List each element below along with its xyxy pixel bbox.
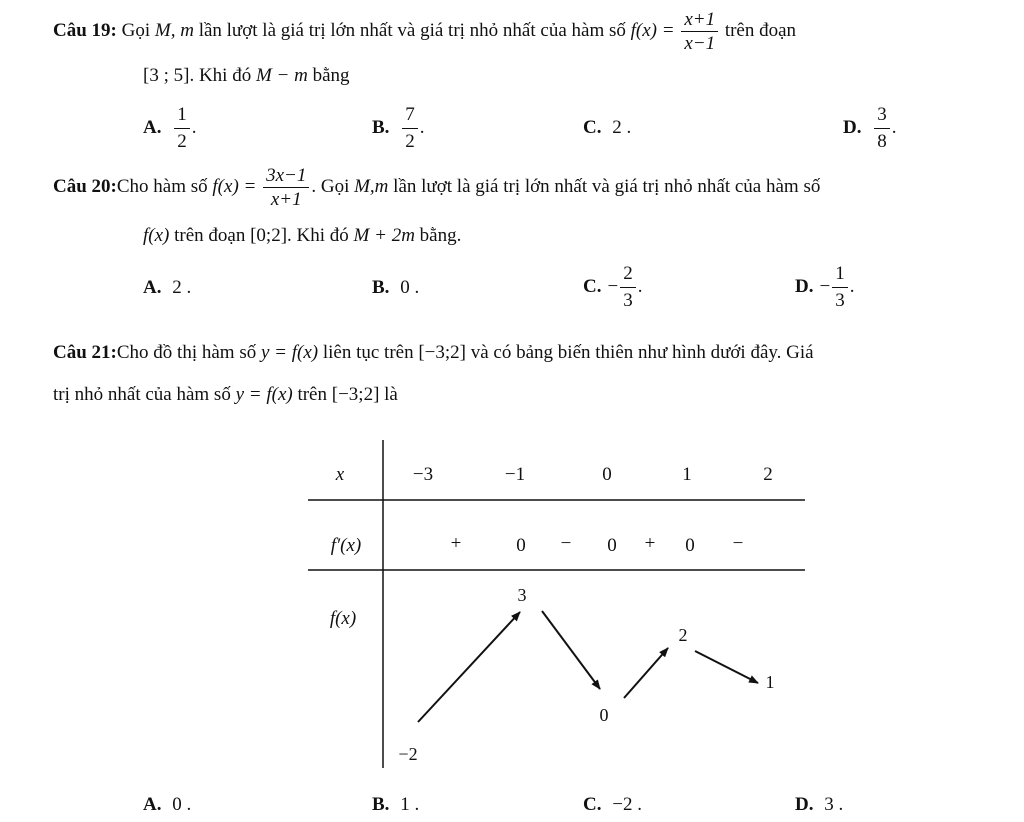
table-f-value: −2 bbox=[398, 744, 418, 764]
q20-vars: M,m bbox=[354, 175, 389, 197]
q19-text2: lần lượt là giá trị lớn nhất và giá trị nhỏ nhất của hàm số bbox=[198, 19, 626, 41]
table-f-value: 0 bbox=[599, 705, 609, 725]
q19-option-b-num: 7 bbox=[402, 104, 418, 129]
q21-option-c[interactable] bbox=[583, 794, 642, 816]
q19-interval: [3 ; 5] bbox=[143, 65, 190, 86]
q21-interval2: [−3;2] bbox=[331, 384, 380, 405]
q21-label: Câu 21: bbox=[53, 342, 117, 363]
table-f-value: 2 bbox=[678, 625, 688, 645]
q19-vars: M, m bbox=[154, 19, 194, 41]
q21-text1: Cho đồ thị hàm số bbox=[116, 342, 257, 363]
q20-option-c-num: 2 bbox=[620, 263, 636, 288]
q21-option-a[interactable] bbox=[143, 794, 191, 816]
q20-option-c-tail: . bbox=[637, 275, 643, 297]
arrow-up-icon bbox=[624, 648, 668, 698]
q21-option-a-value: 0 . bbox=[172, 794, 192, 815]
q21-option-b-label: B. bbox=[372, 794, 390, 815]
q20-option-d-den: 3 bbox=[835, 290, 845, 311]
q21-func2: y = f(x) bbox=[235, 384, 293, 405]
q21-option-d[interactable] bbox=[795, 794, 843, 816]
q20-text3: lần lượt là giá trị lớn nhất và giá trị nhỏ nhất của hàm số bbox=[393, 175, 821, 197]
q19-text4: . Khi đó bbox=[189, 65, 252, 86]
q20-option-a-label: A. bbox=[143, 277, 162, 298]
q19-denominator: x−1 bbox=[684, 33, 716, 54]
q19-expr: M − m bbox=[255, 65, 308, 86]
q20-func: f(x) = bbox=[212, 175, 257, 197]
table-f-label: f(x) bbox=[329, 608, 357, 629]
table-x-value: −1 bbox=[504, 464, 526, 485]
arrow-down-icon bbox=[695, 651, 758, 683]
q20-option-c-sign: − bbox=[607, 275, 619, 297]
q20-option-d-tail: . bbox=[849, 275, 855, 297]
q20-numerator: 3x−1 bbox=[263, 166, 309, 188]
q20-text2: . Gọi bbox=[311, 175, 350, 197]
q19-option-a-den: 2 bbox=[177, 131, 187, 152]
table-fprime-label: f′(x) bbox=[330, 535, 362, 556]
q19-option-d-den: 8 bbox=[877, 131, 887, 152]
q20-text5: . Khi đó bbox=[287, 225, 349, 246]
q20-label: Câu 20: bbox=[53, 175, 117, 197]
q20-func2: f(x) bbox=[143, 225, 170, 246]
q19-option-c-value: 2 . bbox=[612, 117, 632, 138]
q20-interval: [0;2] bbox=[250, 225, 288, 246]
table-sign: + bbox=[644, 533, 656, 554]
table-sign: − bbox=[560, 533, 572, 554]
q21-option-a-label: A. bbox=[143, 794, 162, 815]
q20-option-b-label: B. bbox=[372, 277, 390, 298]
q19-text3: trên đoạn bbox=[724, 19, 797, 41]
table-x-value: 0 bbox=[602, 464, 612, 485]
table-sign: + bbox=[450, 533, 462, 554]
q20-option-d-label: D. bbox=[795, 275, 814, 297]
q19-option-a-tail: . bbox=[191, 116, 197, 138]
q21-option-c-value: −2 . bbox=[612, 794, 642, 815]
q19-text5: bằng bbox=[312, 65, 350, 86]
q19-label: Câu 19: bbox=[53, 19, 117, 41]
q19-option-c-label: C. bbox=[583, 117, 602, 138]
q21-text6: là bbox=[384, 384, 398, 405]
q19-option-b-den: 2 bbox=[405, 131, 415, 152]
q19-option-a-num: 1 bbox=[174, 104, 190, 129]
q19-option-b-label: B. bbox=[372, 116, 390, 138]
q19-option-a-label: A. bbox=[143, 116, 162, 138]
q21-text5: trên bbox=[297, 384, 327, 405]
table-sign: 0 bbox=[685, 535, 695, 556]
q21-option-d-label: D. bbox=[795, 794, 814, 815]
q20-option-c-label: C. bbox=[583, 275, 602, 297]
q21-func: y = f(x) bbox=[260, 342, 319, 363]
table-f-value: 1 bbox=[765, 672, 775, 692]
table-sign: 0 bbox=[607, 535, 617, 556]
table-f-value: 3 bbox=[517, 585, 527, 605]
arrow-up-icon bbox=[418, 612, 520, 722]
q21-text2: liên tục trên bbox=[322, 342, 414, 363]
q19-option-d-label: D. bbox=[843, 116, 862, 138]
q20-denominator: x+1 bbox=[270, 189, 302, 210]
q21-option-c-label: C. bbox=[583, 794, 602, 815]
q19-option-d-num: 3 bbox=[874, 104, 890, 129]
arrow-down-icon bbox=[542, 611, 600, 689]
q20-option-a-value: 2 . bbox=[172, 277, 192, 298]
q20-option-b-value: 0 . bbox=[400, 277, 420, 298]
q20-option-d-num: 1 bbox=[832, 263, 848, 288]
table-x-value: −3 bbox=[412, 464, 434, 485]
q19-option-d-tail: . bbox=[891, 116, 897, 138]
q21-interval: [−3;2] bbox=[418, 342, 466, 363]
table-sign: − bbox=[732, 533, 744, 554]
q21-option-d-value: 3 . bbox=[824, 794, 844, 815]
q20-text1: Cho hàm số bbox=[116, 175, 208, 197]
q20-expr: M + 2m bbox=[353, 225, 415, 246]
q19-numerator: x+1 bbox=[681, 10, 718, 32]
q21-text3: và có bảng biến thiên như hình dưới đây. Giá bbox=[470, 342, 814, 363]
q20-option-c-den: 3 bbox=[623, 290, 633, 311]
table-x-label: x bbox=[335, 464, 345, 485]
q21-text4: trị nhỏ nhất của hàm số bbox=[53, 384, 231, 405]
q19-text1: Gọi bbox=[121, 19, 151, 41]
table-x-value: 1 bbox=[682, 464, 692, 485]
table-x-value: 2 bbox=[763, 464, 773, 485]
q21-option-b[interactable] bbox=[372, 794, 419, 816]
q21-option-b-value: 1 . bbox=[400, 794, 420, 815]
q19-option-b-tail: . bbox=[419, 116, 425, 138]
q20-text4: trên đoạn bbox=[174, 225, 246, 246]
q20-text6: bằng. bbox=[419, 225, 462, 246]
table-sign: 0 bbox=[516, 535, 526, 556]
q20-option-d-sign: − bbox=[819, 275, 831, 297]
q19-func: f(x) = bbox=[630, 19, 675, 41]
